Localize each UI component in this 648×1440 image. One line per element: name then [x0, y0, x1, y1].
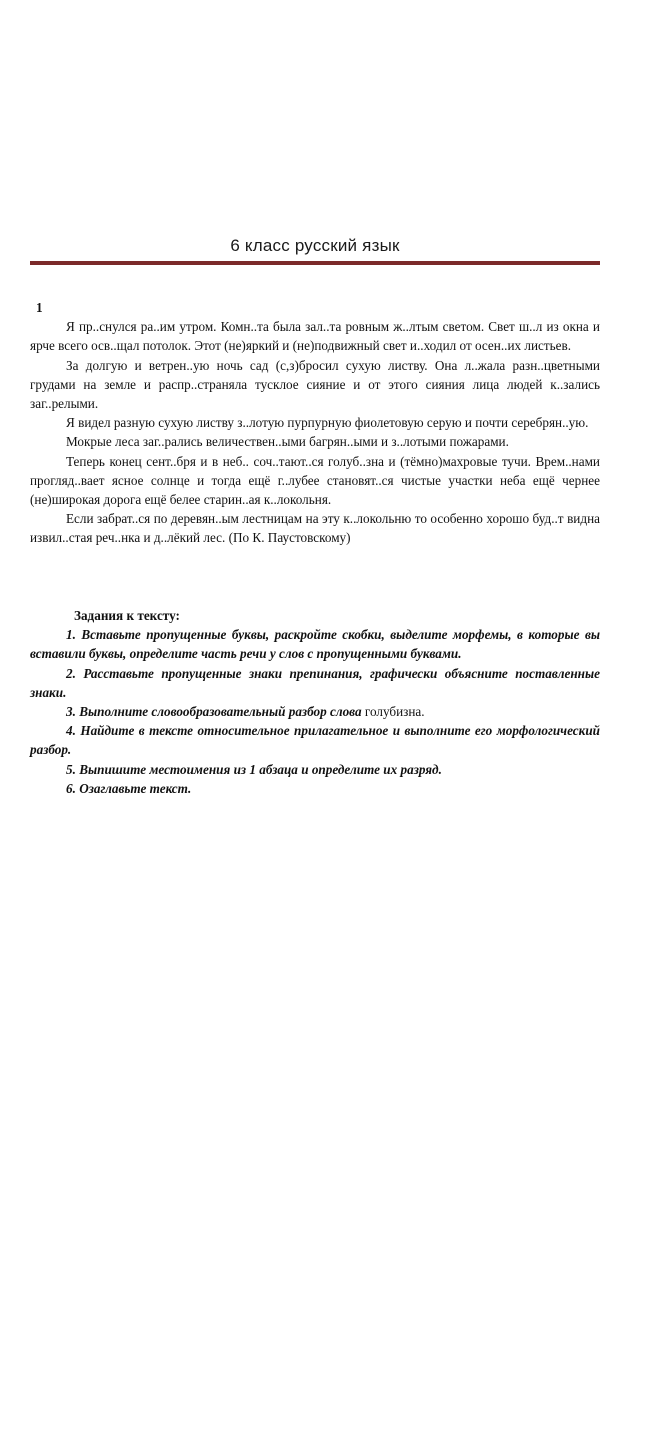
task-2-text: 2. Расставьте пропущенные знаки препинания, графически объясните поставленные знаки.: [30, 665, 600, 700]
task-5: [30, 760, 600, 779]
task-5-text: 5. Выпишите местоимения из 1 абзаца и определите их разряд.: [66, 761, 442, 777]
paragraph-3: Я видел разную сухую листву з..лотую пурпурную фиолетовую серую и почти серебрян..ую.: [66, 415, 589, 431]
task-4-text: 4. Найдите в тексте относительное прилагательное и выполните его морфологический разбор.: [30, 723, 600, 758]
section-number: 1: [36, 300, 43, 315]
paragraph-2: За долгую и ветрен..ую ночь сад (с,з)бросил сухую листву. Она л..жала разн..цветными грудами на земле и распр..страняла тусклое сияние и от этого сияния лица людей к..зались заг..релыми.: [30, 357, 600, 412]
task-2: [30, 664, 600, 702]
task-6: [30, 779, 600, 798]
paragraph-4: Мокрые леса заг..рались величествен..ыми багрян..ыми и з..лотыми пожарами.: [66, 434, 509, 450]
exercise-text: [30, 298, 600, 548]
task-3: [30, 702, 600, 721]
task-4: [30, 721, 600, 759]
tasks-section: [30, 606, 600, 798]
paragraph-1: Я пр..снулся ра..им утром. Комн..та была зал..та ровным ж..лтым светом. Свет ш..л из окна и ярче всего осв..щал потолок. Этот (не)яркий и (не)подвижный свет и..ходил от осен..их листьев.: [30, 319, 600, 354]
task-1: [30, 625, 600, 663]
tasks-title: Задания к тексту:: [74, 608, 180, 623]
paragraph-5: Теперь конец сент..бря и в неб.. соч..тают..ся голуб..зна и (тёмно)махровые тучи. Врем..нами прогляд..вает ясное солнце и тогда ещё г..лубее становят..ся чистые участки неба ещё чернее (не)широкая дорога ещё белее старин..ая к..локольня.: [30, 453, 600, 508]
task-1-text: 1. Вставьте пропущенные буквы, раскройте скобки, выделите морфемы, в которые вы вставили буквы, определите часть речи у слов с пропущенными буквами.: [30, 627, 600, 662]
task-3-text: 3. Выполните словообразовательный разбор слова: [66, 704, 362, 720]
task-6-text: 6. Озаглавьте текст.: [66, 780, 192, 796]
task-3-tail: голубизна.: [361, 704, 425, 720]
document-title: 6 класс русский язык: [230, 236, 400, 255]
title-divider: [30, 261, 600, 265]
paragraph-6: Если забрат..ся по деревян..ым лестницам на эту к..локольню то особенно хорошо буд..т видна извил..стая реч..нка и д..лёкий лес. (По К. Паустовскому): [30, 511, 600, 546]
